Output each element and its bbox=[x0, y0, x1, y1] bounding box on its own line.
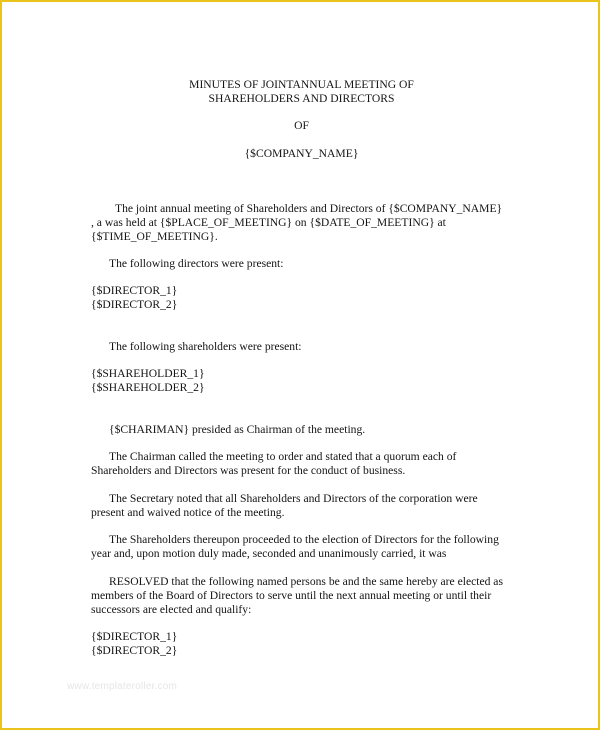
company-placeholder: {$COMPANY_NAME} bbox=[244, 147, 359, 160]
election-line-1: The Shareholders thereupon proceeded to the election of Directors for the following bbox=[109, 533, 499, 546]
shareholder-present-1: {$SHAREHOLDER_1} bbox=[91, 367, 205, 380]
intro-line-3: {$TIME_OF_MEETING}. bbox=[91, 230, 218, 243]
document-title-line-1: MINUTES OF JOINTANNUAL MEETING OF bbox=[189, 78, 414, 91]
director-present-2: {$DIRECTOR_2} bbox=[91, 298, 178, 311]
intro-line-2: , a was held at {$PLACE_OF_MEETING} on {$DATE_OF_MEETING} at bbox=[91, 216, 446, 229]
election-line-2: year and, upon motion duly made, seconded and unanimously carried, it was bbox=[91, 547, 447, 560]
shareholder-present-2: {$SHAREHOLDER_2} bbox=[91, 381, 205, 394]
director-present-1: {$DIRECTOR_1} bbox=[91, 284, 178, 297]
intro-line-1: The joint annual meeting of Shareholders and Directors of {$COMPANY_NAME} bbox=[115, 202, 503, 215]
notice-line-2: present and waived notice of the meeting. bbox=[91, 506, 285, 519]
elected-director-1: {$DIRECTOR_1} bbox=[91, 630, 178, 643]
shareholders-present-heading: The following shareholders were present: bbox=[109, 340, 302, 353]
resolved-line-2: members of the Board of Directors to serve until the next annual meeting or until their bbox=[91, 589, 492, 602]
elected-director-2: {$DIRECTOR_2} bbox=[91, 644, 178, 657]
resolved-line-1: RESOLVED that the following named persons be and the same hereby are elected as bbox=[109, 575, 503, 588]
quorum-line-2: Shareholders and Directors was present for the conduct of business. bbox=[91, 464, 406, 477]
notice-line-1: The Secretary noted that all Shareholders and Directors of the corporation were bbox=[109, 492, 478, 505]
watermark-text: www.templateroller.com bbox=[67, 681, 177, 692]
of-label: OF bbox=[294, 119, 309, 132]
document-title-line-2: SHAREHOLDERS AND DIRECTORS bbox=[208, 92, 395, 105]
document-page bbox=[5, 5, 598, 727]
chairman-line: {$CHARIMAN} presided as Chairman of the meeting. bbox=[109, 423, 366, 436]
quorum-line-1: The Chairman called the meeting to order and stated that a quorum each of bbox=[109, 450, 457, 463]
directors-present-heading: The following directors were present: bbox=[109, 257, 284, 270]
resolved-line-3: successors are elected and qualify: bbox=[91, 603, 252, 616]
